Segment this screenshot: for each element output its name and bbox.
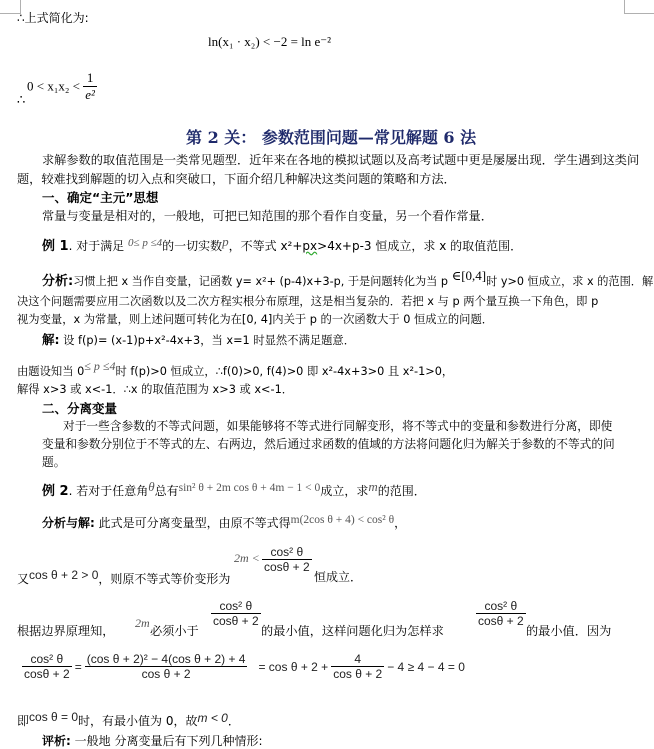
as-inequality: m(2cos θ + 4) < cos² θ: [290, 514, 395, 526]
min-line: [17, 710, 240, 729]
example2-label: 例 2: [42, 484, 69, 499]
right-numerator: 4: [354, 652, 362, 666]
again-line-prefix: [17, 568, 230, 587]
frac-numerator: cos² θ: [270, 545, 304, 559]
given-text-a: 由题设知当 0: [17, 365, 85, 378]
analysis-label: 分析:: [42, 274, 74, 289]
section2-line-2: 变量和参数分别位于不等式的左、右两边，然后通过求函数的值域的方法将问题化归为解关于参数的不等式的问: [42, 437, 615, 451]
min-text-a: 即: [17, 714, 30, 728]
frac-denominator: cosθ + 2: [24, 667, 70, 681]
as-text: 此式是可分离变量型，由原不等式得: [94, 516, 291, 530]
comment-label: 评析:: [42, 734, 71, 748]
bound-2m: 2m: [135, 616, 150, 630]
big-eq-frac-mid: [85, 652, 248, 681]
section1-text: 常量与变量是相对的，一般地，可把已知范围的那个看作自变量，另一个看作常量．: [42, 209, 493, 223]
ex2-text-c: 成立，求: [320, 484, 369, 498]
equation-ln: ln(x₁ · x₂) < −2 = ln e⁻²: [208, 34, 332, 49]
intro-line-2: 题，较难找到解题的切入点和突破口，下面介绍几种解决这类问题的策略和方法．: [17, 172, 456, 186]
as-end: ，: [394, 516, 407, 530]
solution-text: 设 f(p)= (x-1)p+x²-4x+3，当 x=1 时显然不满足题意．: [59, 334, 356, 347]
again-condition: cos θ + 2 > 0: [29, 568, 99, 582]
big-equation: [22, 652, 465, 681]
ex1-text-b: 的一切实数: [162, 239, 223, 253]
intro-line-1: 求解参数的取值范围是一类常见题型．近年来在各地的模拟试题以及高考试题中更是屡屡出现．学生遇到这类问: [42, 153, 640, 167]
example1: [42, 234, 522, 254]
min-text-b: 时，有最小值为 0，故: [78, 714, 198, 728]
ex1-p: p: [222, 234, 229, 249]
section2-line-1: 对于一些含参数的不等式问题，如果能够将不等式进行同解变形，将不等式中的变量和参数进行分离，即使: [63, 419, 613, 433]
analysis-text-b: 时 y>0 恒成立，求 x 的范围．解: [486, 275, 654, 288]
ex2-text-b: 总有: [154, 484, 179, 498]
eq2-left: 0 < x₁x₂ <: [27, 78, 80, 94]
bound-text-d: 的最小值．因为: [526, 624, 612, 638]
mid-numerator: (cos θ + 2)² − 4(cos θ + 2) + 4: [86, 652, 246, 666]
example2: [42, 479, 426, 499]
frac-denominator: cosθ + 2: [213, 614, 259, 628]
given-text-b: 时 f(p)>0 恒成立，∴f(0)>0, f(4)>0 即 x²-4x+3>0 且 x²-1>0，: [115, 365, 454, 378]
given-line: [17, 359, 453, 379]
big-eq-frac-left: [22, 652, 72, 681]
solution-label: 解:: [42, 332, 60, 347]
analysis-text-a: 习惯上把 x 当作自变量，记函数 y= x²+ (p-4)x+3-p, 于是问题转化为当 p: [73, 275, 452, 288]
ex1-text-a: . 对于满足: [68, 239, 129, 253]
ex1-text-d: >4x+p-3 恒成立，求 x 的取值范围．: [317, 239, 523, 253]
again-text-c: 恒成立．: [314, 570, 363, 584]
ex2-m: m: [368, 479, 378, 494]
page-title: 第 2 关： 参数范围问题—常见解题 6 法: [186, 128, 477, 147]
solution-line: [42, 330, 355, 348]
analysis-line-1: [42, 268, 653, 289]
bound-text-b: 必须小于: [150, 624, 199, 638]
ex2-inequality: sin² θ + 2m cos θ + 4m − 1 < 0: [178, 482, 321, 494]
analysis-solution-line: [42, 514, 406, 531]
analysis-line-3: 视为变量，x 为常量，则上述问题可转化为在[0, 4]内关于 p 的一次函数大于 0 恒成立的问题．: [17, 313, 494, 326]
section2-line-3: 题。: [42, 455, 66, 469]
page-corner-mark-right: [624, 0, 654, 14]
big-eq-right-2: − 4 ≥ 4 − 4 = 0: [387, 659, 465, 674]
eq2-denominator: e²: [85, 87, 95, 102]
example1-label: 例 1: [42, 239, 69, 254]
analysis-line-2: 决这个问题需要应用二次函数以及二次方程实根分布原理，这是相当复杂的．若把 x 与 p 两个量互换一下角色，即 p: [17, 295, 599, 308]
ex2-theta: θ: [148, 479, 155, 494]
section2-heading: 二、分离变量: [42, 401, 118, 416]
ex1-text-c: ，不等式 x²+: [228, 239, 303, 253]
analysis-range: ∈[0,4]: [451, 268, 487, 283]
ex2-text-a: . 若对于任意角: [68, 484, 149, 498]
section1-heading: 一、确定“主元”思想: [42, 190, 159, 205]
min-end: ．: [227, 714, 240, 728]
again-fraction: [262, 545, 312, 574]
ex2-text-d: 的范围．: [377, 484, 426, 498]
right-denominator: cos θ + 2: [333, 667, 383, 681]
frac-numerator: cos² θ: [219, 599, 253, 613]
result-line: 解得 x>3 或 x<-1．∴x 的取值范围为 x>3 或 x<-1．: [17, 383, 294, 396]
again-lhs: 2m <: [234, 551, 260, 565]
frac-denominator: cosθ + 2: [478, 614, 524, 628]
big-eq-equals: =: [74, 659, 82, 674]
comment-text: 一般地 分离变量后有下列几种情形:: [70, 734, 263, 748]
again-text-a: 又: [17, 572, 30, 586]
frac-numerator: cos² θ: [484, 599, 518, 613]
bound-fraction-1: [211, 599, 261, 628]
ex1-range: 0≤ p ≤4: [128, 237, 163, 249]
eq2-fraction: [83, 70, 97, 103]
analysis-solution-label: 分析与解:: [42, 516, 95, 530]
big-eq-frac-right: [331, 652, 384, 681]
big-eq-right-1: = cos θ + 2 +: [258, 659, 329, 674]
given-range: ≤ p ≤4: [84, 359, 116, 373]
bound-fraction-2: [476, 599, 526, 628]
bound-text-c: 的最小值，这样问题化归为怎样求: [261, 624, 444, 638]
therefore-symbol: ∴: [17, 93, 26, 108]
frac-denominator: cosθ + 2: [264, 560, 310, 574]
text-simplified: ∴上式简化为:: [17, 11, 89, 25]
min-condition: cos θ = 0: [29, 710, 79, 724]
eq2-numerator: 1: [86, 70, 94, 85]
frac-numerator: cos² θ: [30, 652, 64, 666]
again-text-b: ，则原不等式等价变形为: [98, 572, 231, 586]
equation-inequality-left: [27, 70, 97, 103]
ex1-px: px: [302, 239, 318, 253]
mid-denominator: cos θ + 2: [85, 666, 248, 681]
min-result: m < 0: [197, 711, 228, 725]
bound-text-a: 根据边界原理知，: [17, 624, 115, 638]
